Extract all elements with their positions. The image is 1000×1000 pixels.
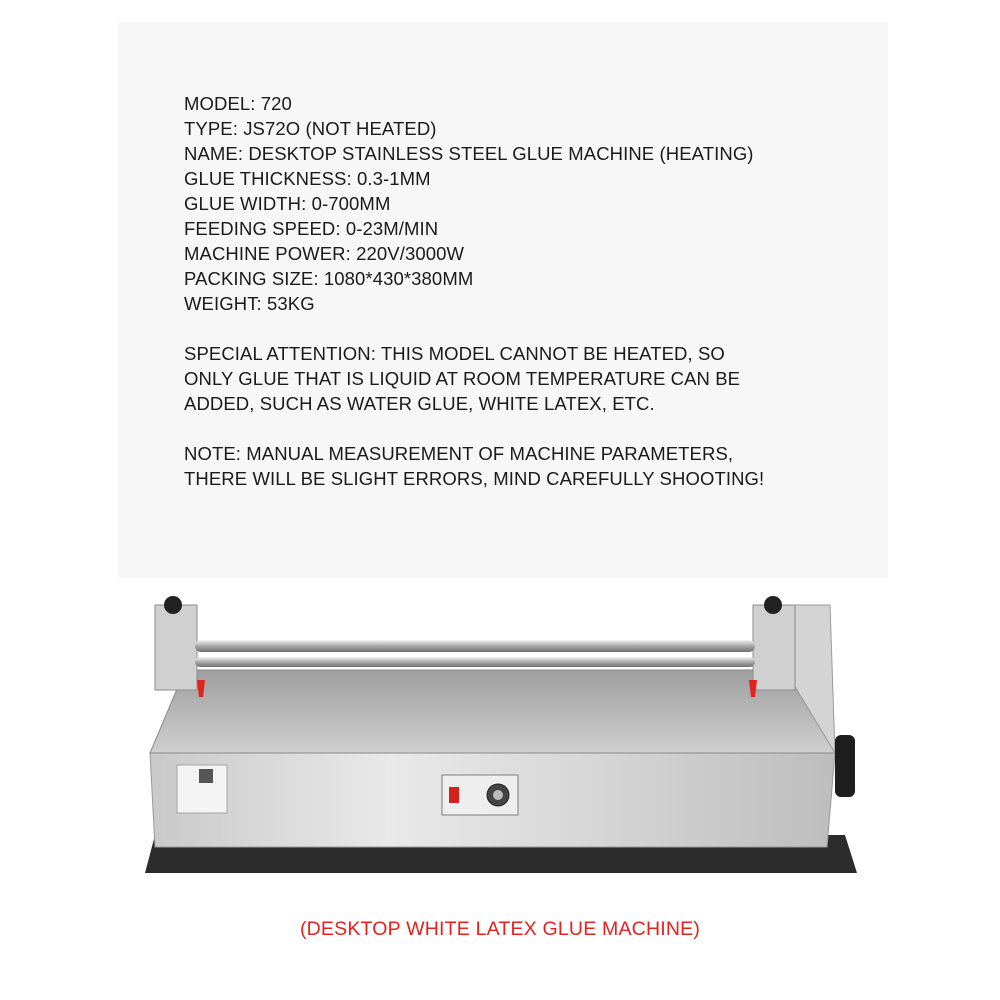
image-caption: (DESKTOP WHITE LATEX GLUE MACHINE) [299, 918, 701, 940]
spec-machine-power: MACHINE POWER: 220V/3000W [184, 243, 465, 264]
spec-feeding-speed: FEEDING SPEED: 0-23M/MIN [184, 218, 439, 239]
spec-glue-thickness: GLUE THICKNESS: 0.3-1MM [184, 168, 431, 189]
right-adjust-knob [764, 596, 782, 614]
spec-packing-size: PACKING SIZE: 1080*430*380MM [184, 268, 474, 289]
motor-cap [835, 735, 855, 797]
attention-line-3: ADDED, SUCH AS WATER GLUE, WHITE LATEX, ETC. [184, 393, 655, 414]
machine-tray [150, 670, 835, 753]
spec-type: TYPE: JS72O (NOT HEATED) [184, 118, 437, 139]
lower-roller [195, 657, 755, 667]
spec-name: NAME: DESKTOP STAINLESS STEEL GLUE MACHINE (HEATING) [184, 143, 754, 164]
qr-code [199, 769, 213, 783]
left-side-frame [155, 605, 197, 690]
speed-dial-center [493, 790, 503, 800]
power-switch [449, 787, 459, 803]
upper-roller [195, 640, 755, 652]
note-line-1: NOTE: MANUAL MEASUREMENT OF MACHINE PARAMETERS, [184, 443, 734, 464]
spec-weight: WEIGHT: 53KG [184, 293, 315, 314]
spec-text-block [184, 91, 884, 491]
spec-glue-width: GLUE WIDTH: 0-700MM [184, 193, 391, 214]
attention-line-1: SPECIAL ATTENTION: THIS MODEL CANNOT BE HEATED, SO [184, 343, 725, 364]
glue-machine-image [145, 585, 865, 905]
right-side-frame [753, 605, 795, 690]
spec-model: MODEL: 720 [184, 93, 292, 114]
attention-line-2: ONLY GLUE THAT IS LIQUID AT ROOM TEMPERATURE CAN BE [184, 368, 741, 389]
left-adjust-knob [164, 596, 182, 614]
note-line-2: THERE WILL BE SLIGHT ERRORS, MIND CAREFULLY SHOOTING! [184, 468, 765, 489]
